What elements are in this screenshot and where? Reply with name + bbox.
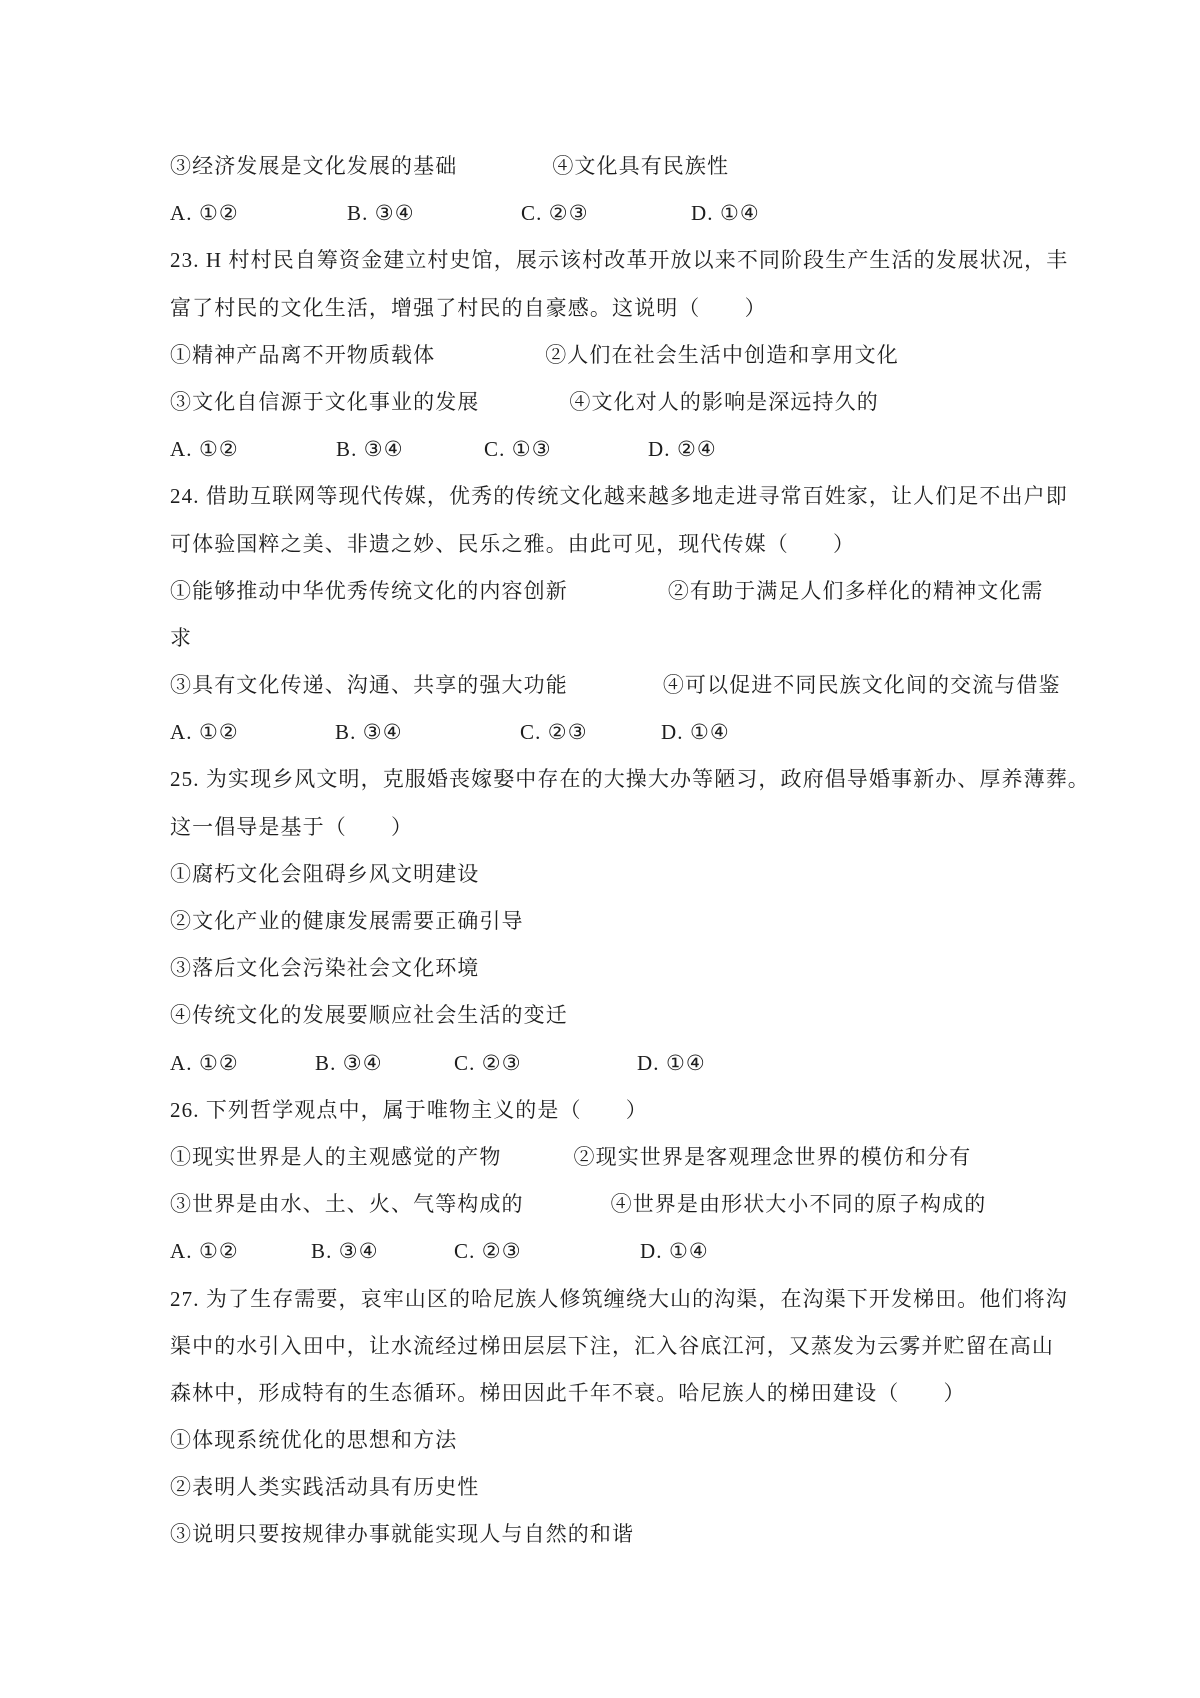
q23-answer-c: C. ①③ xyxy=(484,437,552,462)
q24-option-1: ①能够推动中华优秀传统文化的内容创新 xyxy=(170,578,568,603)
q24-answer-c: C. ②③ xyxy=(520,720,588,745)
q25-option-4: ④传统文化的发展要顺应社会生活的变迁 xyxy=(170,1003,568,1028)
q25-option-2: ②文化产业的健康发展需要正确引导 xyxy=(170,909,524,933)
q22-option-3: ③经济发展是文化发展的基础 xyxy=(170,154,458,178)
q25-answer-c: C. ②③ xyxy=(454,1050,522,1075)
q25-option-3: ③落后文化会污染社会文化环境 xyxy=(170,956,480,981)
q22-answer-d: D. ①④ xyxy=(691,201,760,226)
q27-stem-line-1: 27. 为了生存需要，哀牢山区的哈尼族人修筑缠绕大山的沟渠，在沟渠下开发梯田。他们将沟 xyxy=(170,1286,1068,1311)
q26-option-1: ①现实世界是人的主观感觉的产物 xyxy=(170,1144,502,1169)
q24-option-2-part-1: ②有助于满足人们多样化的精神文化需 xyxy=(667,578,1044,603)
q23-option-3: ③文化自信源于文化事业的发展 xyxy=(170,389,480,414)
q26-option-4: ④世界是由形状大小不同的原子构成的 xyxy=(610,1192,987,1217)
q24-stem-line-2: 可体验国粹之美、非遗之妙、民乐之雅。由此可见，现代传媒（ ） xyxy=(170,531,856,556)
q26-options-34-row xyxy=(170,1181,1060,1228)
q23-options-34-row xyxy=(170,379,1060,426)
q26-stem: 26. 下列哲学观点中，属于唯物主义的是（ ） xyxy=(170,1097,648,1122)
q25-answer-a: A. ①② xyxy=(170,1050,239,1075)
q27-stem-line-3: 森林中，形成特有的生态循环。梯田因此千年不衰。哈尼族人的梯田建设（ ） xyxy=(170,1380,966,1405)
q27-option-1: ①体现系统优化的思想和方法 xyxy=(170,1428,458,1453)
q26-options-12-row xyxy=(170,1134,1060,1181)
q25-answer-d: D. ①④ xyxy=(637,1050,706,1075)
q22-answer-b: B. ③④ xyxy=(347,201,415,226)
q23-stem-line-1: 23. H 村村民自筹资金建立村史馆，展示该村改革开放以来不同阶段生产生活的发展状况，丰 xyxy=(170,248,1069,273)
q23-options-12-row xyxy=(170,332,1060,379)
q25-stem-line-1: 25. 为实现乡风文明，克服婚丧嫁娶中存在的大操大办等陋习，政府倡导婚事新办、厚养薄葬。 xyxy=(170,767,1090,792)
q24-answer-d: D. ①④ xyxy=(661,720,730,745)
q26-answer-c: C. ②③ xyxy=(454,1239,522,1264)
q26-option-2: ②现实世界是客观理念世界的模仿和分有 xyxy=(573,1144,972,1169)
q22-answer-a: A. ①② xyxy=(170,201,239,226)
q23-answer-b: B. ③④ xyxy=(336,437,404,462)
q24-option-4: ④可以促进不同民族文化间的交流与借鉴 xyxy=(662,673,1061,698)
q23-option-4: ④文化对人的影响是深远持久的 xyxy=(569,389,879,414)
q25-answer-b: B. ③④ xyxy=(315,1050,383,1075)
q22-options-34-row xyxy=(170,143,1060,190)
q26-answer-row xyxy=(170,1228,1060,1275)
q24-stem-line-1: 24. 借助互联网等现代传媒，优秀的传统文化越来越多地走进寻常百姓家，让人们足不出户即 xyxy=(170,484,1068,509)
q25-answer-row xyxy=(170,1040,1060,1087)
q23-answer-row xyxy=(170,426,1060,473)
q27-stem-line-2: 渠中的水引入田中，让水流经过梯田层层下注，汇入谷底江河，又蒸发为云雾并贮留在高山 xyxy=(170,1333,1054,1358)
q25-stem-line-2: 这一倡导是基于（ ） xyxy=(170,814,414,839)
q24-answer-row xyxy=(170,709,1060,756)
q23-answer-a: A. ①② xyxy=(170,437,239,462)
q27-option-3: ③说明只要按规律办事就能实现人与自然的和谐 xyxy=(170,1522,635,1547)
q25-option-1: ①腐朽文化会阻碍乡风文明建设 xyxy=(170,861,480,886)
q24-options-12-row xyxy=(170,568,1060,615)
q27-option-2: ②表明人类实践活动具有历史性 xyxy=(170,1475,480,1500)
q24-answer-b: B. ③④ xyxy=(335,720,403,745)
q26-answer-b: B. ③④ xyxy=(311,1239,379,1264)
q24-option-2-part-2: 求 xyxy=(170,625,193,650)
q26-option-3: ③世界是由水、土、火、气等构成的 xyxy=(170,1192,524,1217)
q22-answer-row xyxy=(170,190,1060,237)
q24-options-34-row xyxy=(170,662,1060,709)
q24-answer-a: A. ①② xyxy=(170,720,239,745)
q23-answer-d: D. ②④ xyxy=(648,437,717,462)
q22-answer-c: C. ②③ xyxy=(521,201,589,226)
q26-answer-a: A. ①② xyxy=(170,1239,239,1264)
exam-page xyxy=(170,143,1090,1559)
q23-option-2: ②人们在社会生活中创造和享用文化 xyxy=(545,342,899,367)
q22-option-4: ④文化具有民族性 xyxy=(552,154,730,178)
q26-answer-d: D. ①④ xyxy=(640,1239,709,1264)
q23-option-1: ①精神产品离不开物质载体 xyxy=(170,342,436,367)
q23-stem-line-2: 富了村民的文化生活，增强了村民的自豪感。这说明（ ） xyxy=(170,295,767,320)
q24-option-3: ③具有文化传递、沟通、共享的强大功能 xyxy=(170,673,568,698)
